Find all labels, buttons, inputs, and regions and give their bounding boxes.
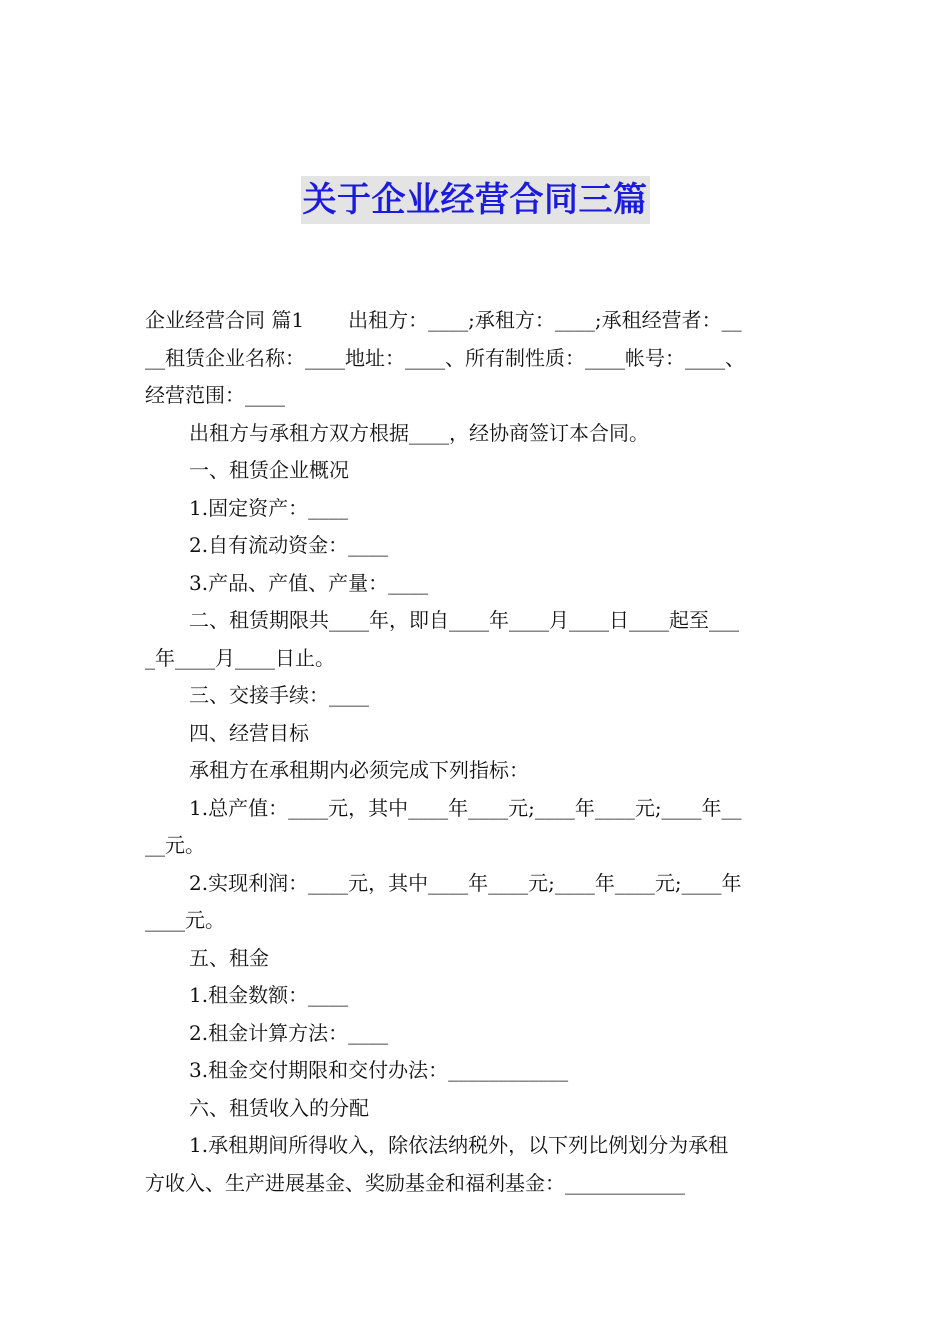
paragraph-targets: 承租方在承租期内必须完成下列指标： [189,758,529,782]
output-value-line-2: __元。 [145,833,205,857]
distribution-line-1: 1.承租期间所得收入，除依法纳税外，以下列比例划分为承租 [189,1133,729,1157]
item-rent-amount: 1.租金数额：____ [189,983,349,1007]
output-value-line-1: 1.总产值：____元，其中____年____元;____年____元;____年__ [189,795,742,820]
item-fixed-assets: 1.固定资产：____ [189,495,349,520]
intro-line-2: __租赁企业名称：____地址：____、所有制性质：____帐号：____、 [145,345,745,370]
item-rent-calculation: 2.租金计算方法：____ [189,1020,389,1045]
heading-income-distribution: 六、租赁收入的分配 [189,1095,369,1120]
title-container [0,176,950,224]
intro-parties: 出租方：____;承租方：____;承租经营者：__ [348,308,742,332]
intro-line-1 [145,302,807,340]
heading-enterprise-overview: 一、租赁企业概况 [189,458,349,482]
intro-line-3: 经营范围：____ [145,383,285,407]
document-body [145,302,807,1202]
item-rent-payment: 3.租金交付期限和交付办法：____________ [189,1058,569,1082]
heading-rent: 五、租金 [189,945,269,970]
heading-business-goals: 四、经营目标 [189,720,309,745]
profit-line-2: ____元。 [145,908,225,932]
document-title: 关于企业经营合同三篇 [301,176,650,224]
item-products: 3.产品、产值、产量：____ [189,570,429,595]
heading-handover: 三、交接手续：____ [189,683,369,707]
lease-term-line-1: 二、租赁期限共____年，即自____年____月____日____起至___ [189,608,739,632]
profit-line-1: 2.实现利润：____元，其中____年____元;____年____元;____年 [189,870,742,895]
paragraph-agreement: 出租方与承租方双方根据____，经协商签订本合同。 [189,420,649,445]
intro-lead: 企业经营合同 篇1 [145,308,305,332]
item-working-capital: 2.自有流动资金：____ [189,533,389,557]
lease-term-line-2: _年____月____日止。 [145,645,335,670]
distribution-line-2: 方收入、生产进展基金、奖励基金和福利基金：____________ [145,1170,685,1195]
